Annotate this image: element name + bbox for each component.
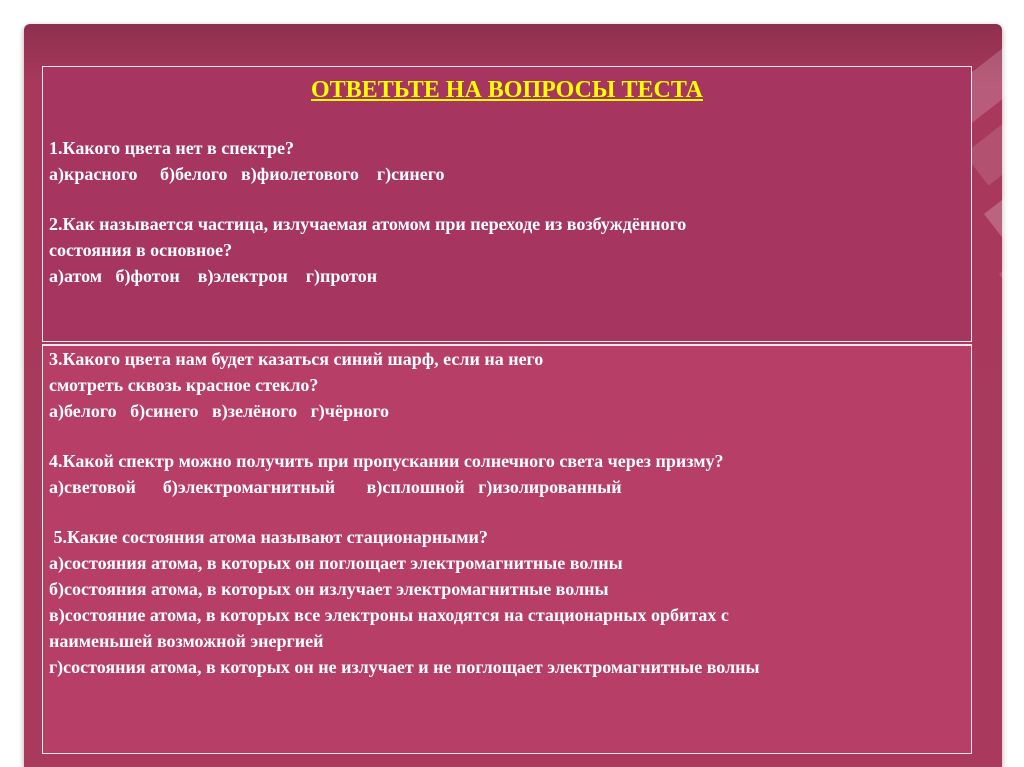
question-line: 5.Какие состояния атома называют стационарными? — [49, 527, 488, 547]
questions-bottom-list — [49, 346, 965, 680]
question-line: смотреть сквозь красное стекло? — [49, 375, 319, 395]
question-line: а)световой б)электромагнитный в)сплошной г)изолированный — [49, 477, 622, 497]
line-gap — [49, 500, 965, 524]
question-line: в)состояние атома, в которых все электроны находятся на стационарных орбитах с — [49, 605, 729, 625]
questions-top-list — [49, 135, 965, 289]
question-line: а)атом б)фотон в)электрон г)протон — [49, 266, 378, 286]
slide-title: ОТВЕТЬТЕ НА ВОПРОСЫ ТЕСТА — [311, 77, 703, 103]
question-line: а)красного б)белого в)фиолетового г)синего — [49, 164, 445, 184]
question-line: состояния в основное? — [49, 240, 233, 260]
question-line: 2.Как называется частица, излучаемая атомом при переходе из возбуждённого — [49, 214, 687, 234]
question-line: б)состояния атома, в которых он излучает электромагнитные волны — [49, 579, 609, 599]
question-line: наименьшей возможной энергией — [49, 631, 324, 651]
questions-panel-top — [42, 66, 972, 342]
questions-panel-bottom — [42, 344, 972, 754]
line-gap — [49, 424, 965, 448]
question-line: а)белого б)синего в)зелёного г)чёрного — [49, 401, 390, 421]
question-line: 3.Какого цвета нам будет казаться синий шарф, если на него — [49, 349, 544, 369]
question-line: 4.Какой спектр можно получить при пропускании солнечного света через призму? — [49, 451, 724, 471]
question-line: а)состояния атома, в которых он поглощает электромагнитные волны — [49, 553, 623, 573]
line-gap — [49, 187, 965, 211]
question-line: г)состояния атома, в которых он не излучает и не поглощает электромагнитные волны — [49, 657, 760, 677]
question-line: 1.Какого цвета нет в спектре? — [49, 138, 295, 158]
